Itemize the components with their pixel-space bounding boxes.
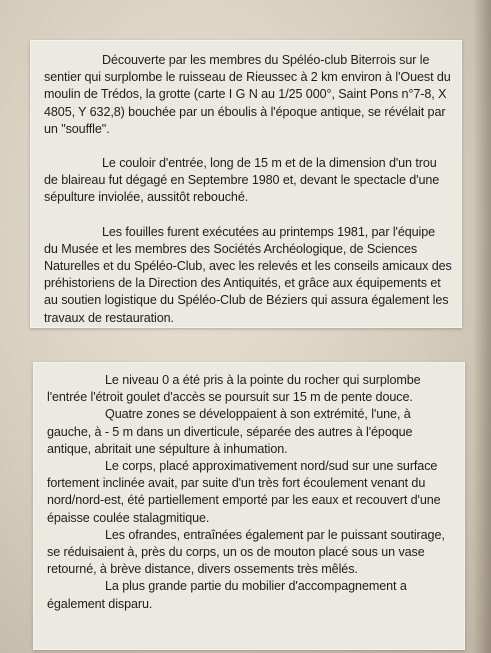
offerings-paragraph: Les ofrandes, entraînées également par le puissant soutirage, se réduisaient à, près du corps, un os de mouton placé sous un vase retourné, à brève distance, divers ossements très mêlés. (47, 527, 445, 577)
discovery-paragraph: Découverte par les membres du Spéléo-club Biterrois sur le sentier qui surplombe le ruisseau de Rieussec à 2 km environ à l'Ouest du moulin de Trédos, la grotte (carte I G N au 1/25 000°, Saint Pons n°7-8, X 4805, Y 632,8) bouchée par un éboulis à l'époque antique, se révélait par un "souffle". (44, 53, 451, 136)
bottom-info-panel (33, 362, 465, 650)
top-panel-text (44, 52, 452, 327)
corridor-paragraph: Le couloir d'entrée, long de 15 m et de la dimension d'un trou de blaireau fut dégagé en Septembre 1980 et, devant le spectacle d'une sépulture inviolée, aussitôt rebouché. (44, 156, 440, 205)
excavation-paragraph: Les fouilles furent exécutées au printemps 1981, par l'équipe du Musée et les membres des Sociétés Archéologique, de Sciences Naturelles et du Spéléo-Club, avec les relevés et les conseils amicaux des préhistoriens de la Direction des Antiquités, et grâce aux équipements et au soutien logistique du Spéléo-Club de Béziers qui assura également les travaux de restauration. (44, 224, 452, 325)
top-info-panel (30, 40, 462, 328)
wall-shadow (473, 0, 491, 653)
zones-paragraph: Quatre zones se développaient à son extrémité, l'une, à gauche, à - 5 m dans un diverticule, séparée des autres à l'époque antique, abritait une sépulture à inhumation. (47, 407, 413, 456)
level-paragraph: Le niveau 0 a été pris à la pointe du rocher qui surplombe l'entrée l'étroit goulet d'accès se poursuit sur 15 m de pente douce. (47, 373, 421, 405)
bottom-panel-text (47, 372, 455, 613)
furniture-paragraph: La plus grande partie du mobilier d'accompagnement a également disparu. (47, 579, 407, 611)
body-paragraph: Le corps, placé approximativement nord/sud sur une surface fortement inclinée avait, par suite d'un très fort écoulement venant du nord/nord-est, été partiellement emporté par les eaux et recouvert d'une épaisse coulée stalagmitique. (47, 459, 441, 525)
